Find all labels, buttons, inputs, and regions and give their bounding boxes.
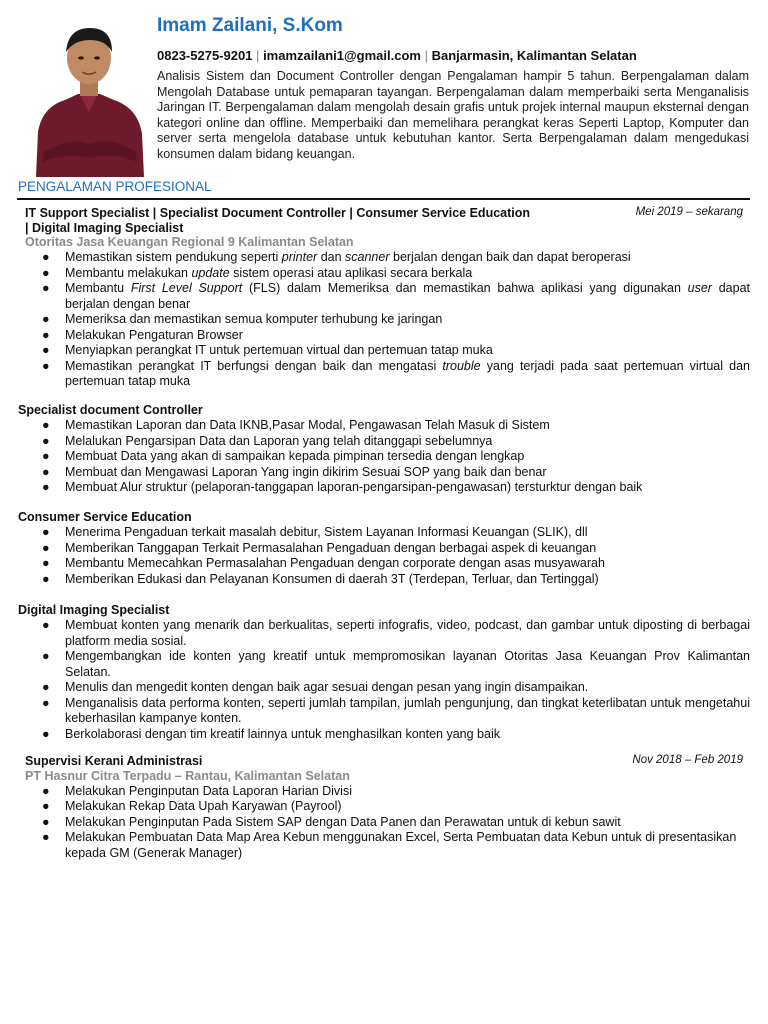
list-item: ● Melalukan Pengarsipan Data dan Laporan yang telah ditanggapi sebelumnya xyxy=(42,433,493,448)
list-item: ● Menyiapkan perangkat IT untuk pertemuan virtual dan pertemuan tatap muka xyxy=(42,343,493,357)
job-title: Supervisi Kerani Administrasi xyxy=(25,754,203,768)
contact-separator: | xyxy=(424,48,428,63)
list-item: ● Membuat Alur struktur (pelaporan-tanggapan laporan-pengarsipan-pengawasan) tersturktur dengan baik xyxy=(42,480,643,494)
bullet-icon: ● xyxy=(42,556,50,570)
section-title-experience: PENGALAMAN PROFESIONAL xyxy=(18,179,212,194)
list-item: ● Melakukan Rekap Data Upah Karyawan (Payrool) xyxy=(42,799,342,813)
list-item: ● Memeriksa dan memastikan semua komputer terhubung ke jaringan xyxy=(42,312,443,326)
bullet-icon: ● xyxy=(42,618,50,632)
list-item: ● Membantu First Level Support (FLS) dalam Memeriksa dan memastikan bahwa aplikasi yang digunakan user dapat berjalan dengan benar xyxy=(42,281,751,311)
list-item: ● Membuat dan Mengawasi Laporan Yang ingin dikirim Sesuai SOP yang baik dan benar xyxy=(42,464,547,479)
email-address: imamzailani1@gmail.com xyxy=(263,48,421,63)
bullet-icon: ● xyxy=(42,418,50,432)
bullet-icon: ● xyxy=(42,464,50,479)
bullet-icon: ● xyxy=(42,525,50,539)
job-date: Mei 2019 – sekarang xyxy=(635,206,743,218)
bullet-list xyxy=(18,784,750,862)
bullet-list xyxy=(18,525,750,587)
bullet-icon: ● xyxy=(42,265,50,280)
list-item: ● Memastikan Laporan dan Data IKNB,Pasar Modal, Pengawasan Telah Masuk di Sistem xyxy=(42,418,550,432)
contact-separator: | xyxy=(256,48,260,63)
list-item: ● Memberikan Edukasi dan Pelayanan Konsumen di daerah 3T (Terdepan, Terluar, dan Tertinggal) xyxy=(42,571,599,586)
bullet-icon: ● xyxy=(42,680,50,694)
subsection-title: Digital Imaging Specialist xyxy=(18,603,170,617)
profile-photo xyxy=(30,12,148,177)
list-item: ● Melakukan Pembuatan Data Map Area Kebun menggunakan Excel, Serta Pembuatan data Kebun untuk di presentasikan kepada GM (Generak Manager) xyxy=(42,830,737,860)
list-item: ● Berkolaborasi dengan tim kreatif lainnya untuk menghasilkan konten yang baik xyxy=(42,726,500,741)
bullet-icon: ● xyxy=(42,571,50,586)
list-item: ● Membantu Memecahkan Permasalahan Pengaduan dengan corporate dengan asas musyawarah xyxy=(42,556,605,570)
bullet-icon: ● xyxy=(42,830,50,844)
bullet-icon: ● xyxy=(42,799,50,813)
bullet-icon: ● xyxy=(42,540,50,555)
job-entry-hasnur xyxy=(18,754,750,861)
list-item: ● Memberikan Tanggapan Terkait Permasalahan Pengaduan dengan berbagai aspek di keuangan xyxy=(42,540,597,555)
job-entry-ojk xyxy=(18,206,750,390)
profile-summary: Analisis Sistem dan Document Controller dengan Pengalaman hampir 5 tahun. Berpengalaman dalam Mengolah Database untuk pemaparan tayangan. Berpengalaman dalam memperbaiki serta Menganalisis Jaringan IT. Berpengalaman dalam mengolah desain grafis untuk projek internal maupun eksternal dengan kategori online dan offline. Memperbaiki dan memelihara perangkat keras Seperti Laptop, Komputer dan server serta mengelola database untuk kebutuhan kantor. Serta Berpengalaman dalam mengedukasi konsumen dalam bidang keuangan. xyxy=(157,69,749,161)
bullet-list xyxy=(18,618,750,742)
bullet-icon: ● xyxy=(42,343,50,357)
list-item: ● Membuat konten yang menarik dan berkualitas, seperti infografis, video, podcast, dan gambar untuk diposting di berbagai platform media sosial. xyxy=(42,618,750,648)
section-consumer-service xyxy=(18,510,750,587)
bullet-icon: ● xyxy=(42,695,50,710)
bullet-icon: ● xyxy=(42,449,50,463)
company-name: PT Hasnur Citra Terpadu – Rantau, Kalimantan Selatan xyxy=(25,768,350,783)
bullet-icon: ● xyxy=(42,814,50,829)
job-date: Nov 2018 – Feb 2019 xyxy=(632,754,743,766)
bullet-icon: ● xyxy=(42,358,50,373)
list-item: ● Melakukan Pengaturan Browser xyxy=(42,327,243,342)
list-item: ● Mengembangkan ide konten yang kreatif untuk mempromosikan layanan Otoritas Jasa Keuangan Prov Kalimantan Selatan. xyxy=(42,649,750,679)
bullet-icon: ● xyxy=(42,312,50,326)
candidate-name: Imam Zailani, S.Kom xyxy=(157,15,343,36)
list-item: ● Membantu melakukan update sistem operasi atau aplikasi secara berkala xyxy=(42,265,473,280)
bullet-icon: ● xyxy=(42,327,50,342)
job-title-line-2: | Digital Imaging Specialist xyxy=(25,220,184,235)
section-divider xyxy=(17,198,750,200)
bullet-icon: ● xyxy=(42,433,50,448)
section-doc-controller xyxy=(18,403,750,496)
phone-number: 0823-5275-9201 xyxy=(157,48,253,63)
subsection-title: Consumer Service Education xyxy=(18,510,192,524)
section-digital-imaging xyxy=(18,603,750,742)
list-item: ● Menganalisis data performa konten, seperti jumlah tampilan, jumlah pengunjung, dan tingkat keterlibatan untuk mengetahui keberhasilan kampanye konten. xyxy=(42,695,750,725)
bullet-icon: ● xyxy=(42,281,50,295)
list-item: ● Memastikan sistem pendukung seperti printer dan scanner berjalan dengan baik dan dapat beroperasi xyxy=(42,250,631,264)
bullet-icon: ● xyxy=(42,250,50,264)
list-item: ● Menulis dan mengedit konten dengan baik agar sesuai dengan pesan yang ingin disampaikan. xyxy=(42,680,589,694)
list-item: ● Memastikan perangkat IT berfungsi dengan baik dan mengatasi trouble yang terjadi pada saat pertemuan virtual dan pertemuan tatap muka xyxy=(42,358,750,388)
list-item: ● Menerima Pengaduan terkait masalah debitur, Sistem Layanan Informasi Keuangan (SLIK), dll xyxy=(42,525,588,539)
job-title-line-1: IT Support Specialist | Specialist Document Controller | Consumer Service Education xyxy=(25,206,531,220)
bullet-list xyxy=(18,418,750,496)
list-item: ● Membuat Data yang akan di sampaikan kepada pimpinan tersedia dengan lengkap xyxy=(42,449,525,463)
company-name: Otoritas Jasa Keuangan Regional 9 Kalimantan Selatan xyxy=(25,235,354,249)
contact-line xyxy=(157,48,637,63)
bullet-icon: ● xyxy=(42,649,50,663)
bullet-list xyxy=(18,250,750,390)
bullet-icon: ● xyxy=(42,783,50,798)
subsection-title: Specialist document Controller xyxy=(18,403,203,417)
bullet-icon: ● xyxy=(42,726,50,741)
bullet-icon: ● xyxy=(42,480,50,494)
list-item: ● Melakukan Penginputan Data Laporan Harian Divisi xyxy=(42,783,352,798)
list-item: ● Melakukan Penginputan Pada Sistem SAP dengan Data Panen dan Perawatan untuk di kebun sawit xyxy=(42,814,621,829)
location: Banjarmasin, Kalimantan Selatan xyxy=(431,48,637,63)
